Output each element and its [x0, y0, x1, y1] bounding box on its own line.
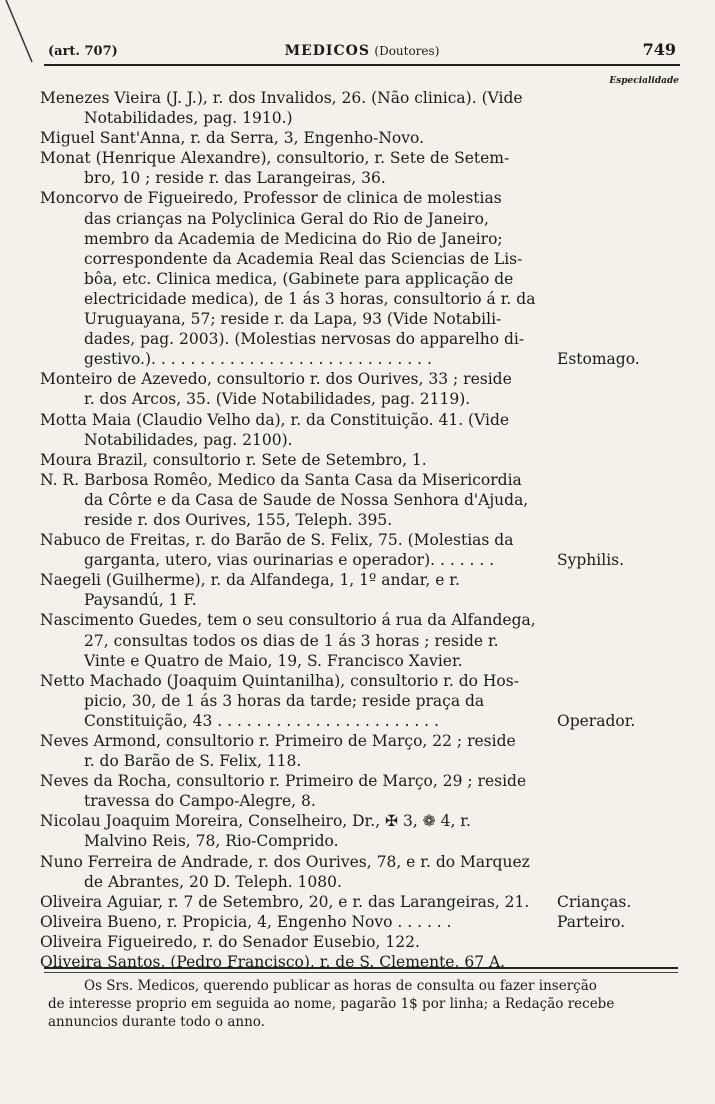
- directory-entry: [40, 852, 640, 892]
- entry-continuation-line: 27, consultas todos os dias de 1 ás 3 horas ; reside r.: [84, 631, 499, 650]
- entry-continuation-line: Vinte e Quatro de Maio, 19, S. Francisco Xavier.: [84, 651, 463, 670]
- entry-first-line: Nicolau Joaquim Moreira, Conselheiro, Dr., ✠ 3, ❁ 4, r.: [40, 812, 471, 831]
- directory-entry: [40, 188, 640, 369]
- entry-continuation-line: de Abrantes, 20 D. Teleph. 1080.: [84, 872, 342, 891]
- entry-continuation-line: Paysandú, 1 F.: [84, 591, 197, 610]
- entry-continuation-line: Constituição, 43 . . . . . . . . . . . . . . . . . . . . . . . Operador.: [84, 711, 636, 730]
- entry-first-line: Oliveira Bueno, r. Propicia, 4, Engenho Novo . . . . . . Parteiro.: [40, 912, 626, 931]
- directory-entry: [40, 811, 640, 851]
- entry-continuation-line: gestivo.). . . . . . . . . . . . . . . . . . . . . . . . . . . . . Estomago.: [84, 350, 640, 369]
- footnote-line: annuncios durante todo o anno.: [48, 1014, 265, 1030]
- entry-continuation-line: r. dos Arcos, 35. (Vide Notabilidades, pag. 2119).: [84, 390, 471, 409]
- footnote-line: Os Srs. Medicos, querendo publicar as horas de consulta ou fazer inserção: [84, 978, 597, 994]
- entry-first-line: Nuno Ferreira de Andrade, r. dos Ourives, 78, e r. do Marquez: [40, 852, 530, 871]
- footnote-rule-thick: [44, 967, 678, 969]
- entry-first-line: Netto Machado (Joaquim Quintanilha), consultorio r. do Hos-: [40, 671, 519, 690]
- directory-entry: [40, 530, 640, 570]
- directory-entry: [40, 912, 640, 932]
- entry-first-line: Moura Brazil, consultorio r. Sete de Setembro, 1.: [40, 450, 427, 469]
- directory-entry: [40, 470, 640, 530]
- directory-entry: [40, 892, 640, 912]
- entry-first-line: Monteiro de Azevedo, consultorio r. dos Ourives, 33 ; reside: [40, 370, 512, 389]
- entry-continuation-line: da Côrte e da Casa de Saude de Nossa Senhora d'Ajuda,: [84, 490, 529, 509]
- page-number: 749: [642, 40, 676, 59]
- entry-specialty: Estomago.: [557, 350, 640, 369]
- entry-continuation-line: das crianças na Polyclinica Geral do Rio de Janeiro,: [84, 209, 489, 228]
- entry-continuation-line: garganta, utero, vias ourinarias e operador). . . . . . . Syphilis.: [84, 551, 625, 570]
- directory-entry: [40, 148, 640, 188]
- directory-entry: [40, 450, 640, 470]
- entry-continuation-line: reside r. dos Ourives, 155, Teleph. 395.: [84, 510, 393, 529]
- entry-continuation-line: electricidade medica), de 1 ás 3 horas, consultorio á r. da: [84, 289, 536, 308]
- entry-continuation-line: bro, 10 ; reside r. das Larangeiras, 36.: [84, 169, 386, 188]
- entry-first-line: Monat (Henrique Alexandre), consultorio, r. Sete de Setem-: [40, 149, 510, 168]
- entry-continuation-line: Notabilidades, pag. 2100).: [84, 430, 293, 449]
- entry-first-line: Moncorvo de Figueiredo, Professor de clinica de molestias: [40, 189, 502, 208]
- entry-first-line: Nascimento Guedes, tem o seu consultorio á rua da Alfandega,: [40, 611, 536, 630]
- entry-continuation-line: travessa do Campo-Alegre, 8.: [84, 792, 316, 811]
- footnote: [48, 977, 678, 1031]
- entry-continuation-line: dades, pag. 2003). (Molestias nervosas do apparelho di-: [84, 330, 525, 349]
- footnote-rule-thin: [44, 972, 678, 973]
- header-title-main: MEDICOS: [284, 43, 370, 59]
- directory-entry: [40, 932, 640, 952]
- directory-entry: [40, 610, 640, 670]
- entry-continuation-line: correspondente da Academia Real das Sciencias de Lis-: [84, 249, 523, 268]
- entry-first-line: Nabuco de Freitas, r. do Barão de S. Felix, 75. (Molestias da: [40, 531, 514, 550]
- entry-first-line: Oliveira Figueiredo, r. do Senador Eusebio, 122.: [40, 932, 420, 951]
- entries-list: [40, 88, 640, 972]
- entry-first-line: Neves da Rocha, consultorio r. Primeiro de Março, 29 ; reside: [40, 772, 527, 791]
- entry-continuation-line: r. do Barão de S. Felix, 118.: [84, 752, 302, 771]
- directory-entry: [40, 410, 640, 450]
- entry-continuation-line: bôa, etc. Clinica medica, (Gabinete para applicação de: [84, 269, 514, 288]
- entry-continuation-line: Malvino Reis, 78, Rio-Comprido.: [84, 832, 339, 851]
- entry-first-line: Menezes Vieira (J. J.), r. dos Invalidos, 26. (Não clinica). (Vide: [40, 89, 523, 107]
- directory-entry: [40, 731, 640, 771]
- entry-continuation-line: Uruguayana, 57; reside r. da Lapa, 93 (Vide Notabili-: [84, 310, 502, 329]
- entry-specialty: Operador.: [557, 711, 636, 730]
- entry-specialty: Parteiro.: [557, 912, 626, 931]
- entry-continuation-line: Notabilidades, pag. 1910.): [84, 109, 293, 128]
- entry-first-line: Motta Maia (Claudio Velho da), r. da Constituição. 41. (Vide: [40, 410, 510, 429]
- entry-first-line: Miguel Sant'Anna, r. da Serra, 3, Engenho-Novo.: [40, 129, 425, 148]
- directory-entry: [40, 88, 640, 128]
- entry-first-line: Neves Armond, consultorio r. Primeiro de Março, 22 ; reside: [40, 732, 516, 750]
- entry-specialty: Syphilis.: [557, 551, 625, 570]
- directory-entry: [40, 369, 640, 409]
- footnote-line: de interesse proprio em seguida ao nome, pagarão 1$ por linha; a Redação recebe: [48, 996, 615, 1012]
- header-article-ref: (art. 707): [48, 44, 118, 59]
- specialty-column-heading: Especialidade: [609, 76, 679, 86]
- entry-specialty: Crianças.: [557, 892, 632, 911]
- directory-entry: [40, 671, 640, 731]
- page-header: [44, 40, 680, 66]
- directory-entry: [40, 771, 640, 811]
- entry-first-line: N. R. Barbosa Romêo, Medico da Santa Casa da Misericordia: [40, 470, 522, 489]
- directory-entry: [40, 570, 640, 610]
- entry-continuation-line: membro da Academia de Medicina do Rio de Janeiro;: [84, 229, 503, 248]
- entry-first-line: Oliveira Santos, (Pedro Francisco), r. de S. Clemente, 67 A.: [40, 953, 506, 972]
- entry-first-line: Oliveira Aguiar, r. 7 de Setembro, 20, e r. das Larangeiras, 21. Crianças.: [40, 892, 632, 911]
- directory-entry: [40, 952, 640, 972]
- entry-first-line: Naegeli (Guilherme), r. da Alfandega, 1, 1º andar, e r.: [40, 571, 460, 590]
- entry-continuation-line: picio, 30, de 1 ás 3 horas da tarde; reside praça da: [84, 691, 485, 710]
- header-title-sub: (Doutores): [374, 44, 440, 58]
- directory-entry: [40, 128, 640, 148]
- header-title: [44, 43, 680, 59]
